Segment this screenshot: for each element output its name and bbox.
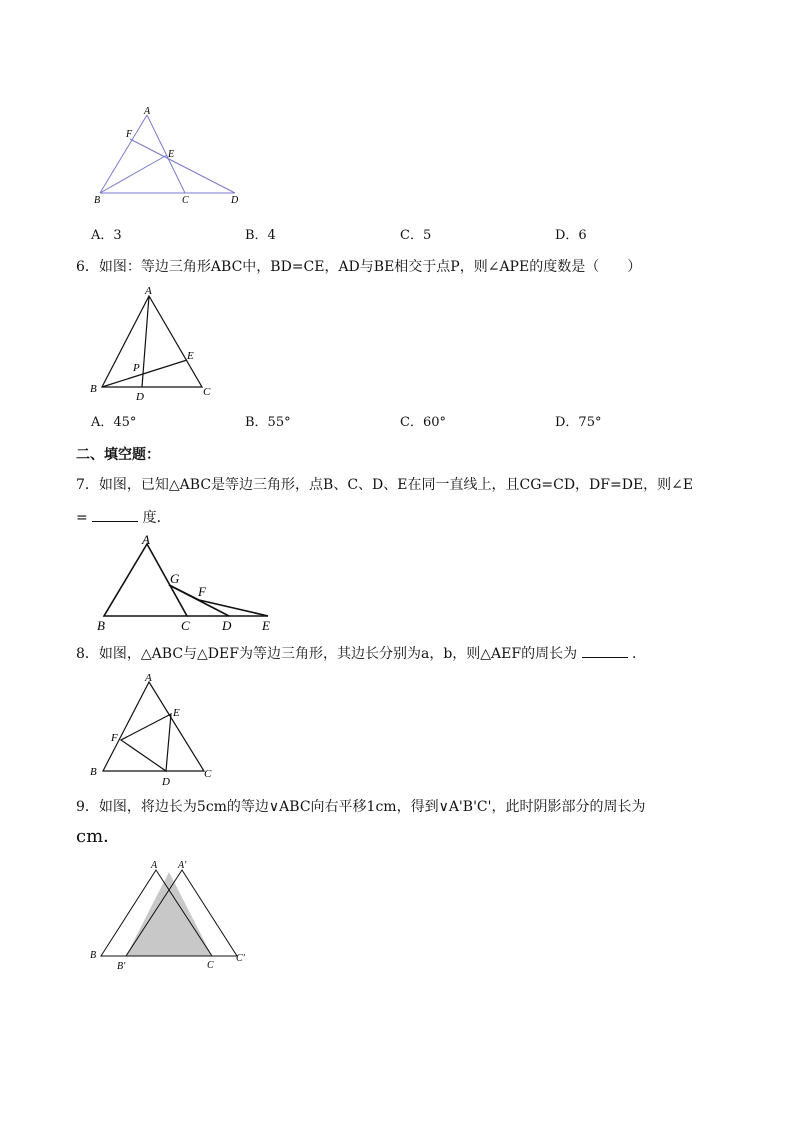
- q7-lines: [104, 544, 268, 616]
- q9-shaded-region: [126, 872, 212, 956]
- q9-label-b-prime: B': [117, 961, 126, 972]
- q8-label-c: C: [204, 768, 212, 780]
- q9-stem-line1: 9．如图，将边长为5cm的等边∨ABC向右平移1cm，得到∨A'B'C'，此时阴影部分的周长为: [76, 799, 646, 815]
- q6-stem: 6．如图：等边三角形ABC中，BD=CE，AD与BE相交于点P，则∠APE的度数是（ ）: [76, 259, 642, 275]
- q5-option-a: A．3: [91, 228, 122, 243]
- q7-stem-line1: 7．如图，已知△ABC是等边三角形，点B、C、D、E在同一直线上，且CG=CD，DF=DE，则∠E: [76, 477, 694, 493]
- q7-figure: [92, 532, 277, 634]
- q8-figure: [86, 668, 221, 788]
- q6-label-d: D: [136, 391, 144, 403]
- q7-answer-blank: [92, 507, 138, 522]
- q5-label-f: F: [126, 129, 133, 140]
- q6-lines: [102, 296, 202, 387]
- q7-stem-equals: =: [76, 510, 88, 526]
- q6-figure: [86, 282, 221, 404]
- q9-label-c-prime: C': [236, 953, 245, 964]
- q7-label-c: C: [181, 618, 190, 633]
- q6-option-a: A．45°: [91, 415, 137, 430]
- q6-label-b: B: [90, 383, 97, 395]
- q7-label-a: A: [142, 532, 150, 547]
- q8-stem-end: ．: [632, 646, 646, 662]
- q6-label-a: A: [145, 285, 152, 297]
- q8-lines: [103, 682, 204, 771]
- q9-stem-line2: cm．: [76, 826, 122, 847]
- q8-label-b: B: [90, 766, 97, 778]
- q9-label-c: C: [207, 960, 214, 971]
- q5-option-d: D．6: [555, 228, 587, 243]
- q8-answer-blank: [582, 643, 628, 658]
- q5-option-c: C．5: [400, 228, 432, 243]
- q5-label-c: C: [182, 195, 189, 206]
- q8-label-a: A: [145, 672, 152, 684]
- q5-label-b: B: [94, 195, 101, 206]
- q7-stem-line2: [76, 507, 171, 528]
- q6-label-e: E: [187, 350, 194, 362]
- q5-option-b: B．4: [245, 228, 276, 243]
- q6-option-d: D．75°: [555, 415, 602, 430]
- q8-label-f: F: [111, 732, 118, 744]
- q6-label-p: P: [133, 362, 140, 374]
- q7-label-f: F: [198, 584, 206, 599]
- q9-label-b: B: [90, 950, 97, 961]
- q8-label-d: D: [162, 776, 170, 788]
- q9-label-a: A: [151, 860, 158, 871]
- q6-option-c: C．60°: [400, 415, 446, 430]
- q9-figure: [86, 855, 256, 975]
- q7-label-e: E: [262, 618, 270, 633]
- q5-label-a: A: [144, 106, 151, 117]
- q9-label-a-prime: A': [178, 860, 187, 871]
- q7-label-d: D: [222, 618, 232, 633]
- section-title-fill-in: 二、填空题：: [76, 447, 160, 463]
- q5-label-e: E: [168, 149, 175, 160]
- q8-stem-text: 8．如图，△ABC与△DEF为等边三角形，其边长分别为a，b，则△AEF的周长为: [76, 646, 578, 662]
- q6-option-b: B．55°: [245, 415, 291, 430]
- q7-label-b: B: [97, 618, 105, 633]
- q5-figure: [90, 105, 250, 210]
- q8-stem: [76, 643, 646, 664]
- q8-label-e: E: [173, 707, 180, 719]
- q6-label-c: C: [203, 386, 211, 398]
- q7-stem-unit: 度．: [142, 510, 171, 526]
- q7-label-g: G: [170, 571, 180, 586]
- q5-label-d: D: [231, 195, 239, 206]
